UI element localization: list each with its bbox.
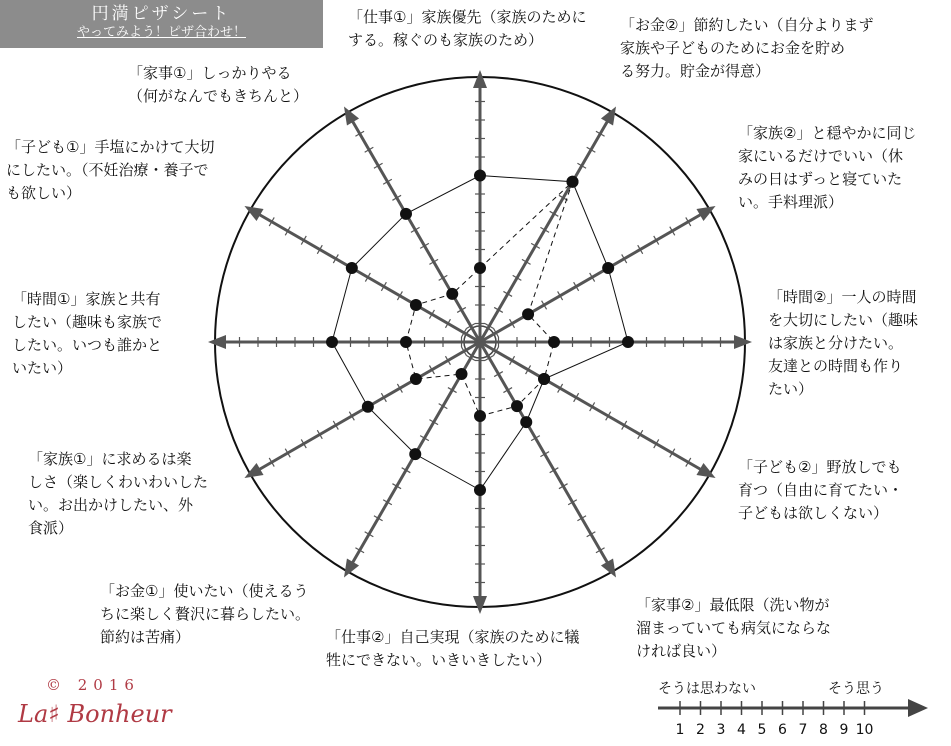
series-1-point bbox=[474, 170, 486, 182]
series-2-point bbox=[538, 373, 550, 385]
series-2-point bbox=[474, 262, 486, 274]
label-kodomo1: 「子ども①」手塩にかけて大切 にしたい。（不妊治療・養子で も欲しい） bbox=[6, 138, 215, 202]
label-okane2: 「お金②」節約したい（自分よりまず 家族や子どものためにお金を貯め る努力。貯金が得意） bbox=[620, 16, 874, 80]
label-okane1: 「お金①」使いたい（使えるう ちに楽しく贅沢に暮らしたい。 節約は苦痛） bbox=[100, 582, 311, 646]
scale-number: 8 bbox=[819, 722, 828, 738]
series-2-point bbox=[400, 336, 412, 348]
label-kaji1: 「家事①」しっかりやる （何がなんでもきちんと） bbox=[128, 64, 309, 105]
scale-number: 3 bbox=[716, 722, 726, 738]
series-1-point bbox=[346, 262, 358, 274]
series-2-point bbox=[522, 308, 534, 320]
copyright: © 2016 bbox=[46, 676, 140, 694]
label-kodomo2: 「子ども②」野放しでも 育つ（自由に育てたい・ 子どもは欲しくない） bbox=[738, 458, 904, 522]
label-jikan1: 「時間①」家族と共有 したい（趣味も家族で したい。いつも誰かと いたい） bbox=[12, 290, 163, 377]
series-2-point bbox=[567, 176, 579, 188]
label-shigoto1: 「仕事①」家族優先（家族のために する。稼ぐのも家族のため） bbox=[348, 8, 587, 49]
scale-number: 9 bbox=[839, 722, 849, 738]
badge-title: 円満ピザシート bbox=[91, 4, 232, 24]
series-2-point bbox=[474, 410, 486, 422]
axis-arrow-4 bbox=[734, 335, 752, 349]
series-2-point bbox=[446, 288, 458, 300]
scale-number: 5 bbox=[757, 722, 767, 738]
axis-arrow-10 bbox=[208, 335, 226, 349]
series-1-point bbox=[326, 336, 338, 348]
series-1-point bbox=[409, 448, 421, 460]
badge-subtitle: やってみよう！ピザ合わせ！ bbox=[76, 25, 246, 40]
brand-logo: La♯ Bonheur bbox=[18, 700, 172, 728]
label-kazoku1: 「家族①」に求めるは楽 しさ（楽しくわいわいした い。お出かけしたい、外 食派） bbox=[28, 450, 209, 537]
series-1-point bbox=[400, 208, 412, 220]
series-1-point bbox=[622, 336, 634, 348]
series-1-point bbox=[602, 262, 614, 274]
axis-arrow-7 bbox=[473, 596, 487, 614]
scale-number: 1 bbox=[675, 722, 685, 738]
series-2-point bbox=[410, 299, 422, 311]
series-2-point bbox=[548, 336, 560, 348]
scale-right-text: そう思う bbox=[828, 681, 884, 697]
scale-number: 10 bbox=[855, 722, 874, 738]
series-2-point bbox=[511, 400, 523, 412]
title-badge bbox=[0, 0, 323, 48]
series-1-point bbox=[520, 416, 532, 428]
scale-axis bbox=[650, 696, 940, 720]
series-1-point bbox=[474, 484, 486, 496]
scale-number: 2 bbox=[696, 722, 705, 738]
label-kazoku2: 「家族②」と穏やかに同じ 家にいるだけでいい（休 みの日はずっと寝ていた い。手料理派） bbox=[738, 124, 917, 211]
label-kaji2: 「家事②」最低限（洗い物が 溜まっていても病気にならな ければ良い） bbox=[636, 596, 832, 660]
series-1-point bbox=[362, 401, 374, 413]
scale-number: 6 bbox=[778, 722, 787, 738]
axis-arrow-1 bbox=[473, 70, 487, 88]
scale-number: 4 bbox=[737, 722, 746, 738]
scale-left-text: そうは思わない bbox=[658, 681, 756, 697]
label-jikan2: 「時間②」一人の時間 を大切にしたい（趣味 は家族と分けたい。 友達との時間も作り たい） bbox=[768, 288, 919, 398]
label-shigoto2: 「仕事②」自己実現（家族のために犠 牲にできない。いきいきしたい） bbox=[326, 628, 580, 669]
series-2-point bbox=[410, 373, 422, 385]
scale-number: 7 bbox=[798, 722, 808, 738]
series-2-point bbox=[456, 368, 468, 380]
